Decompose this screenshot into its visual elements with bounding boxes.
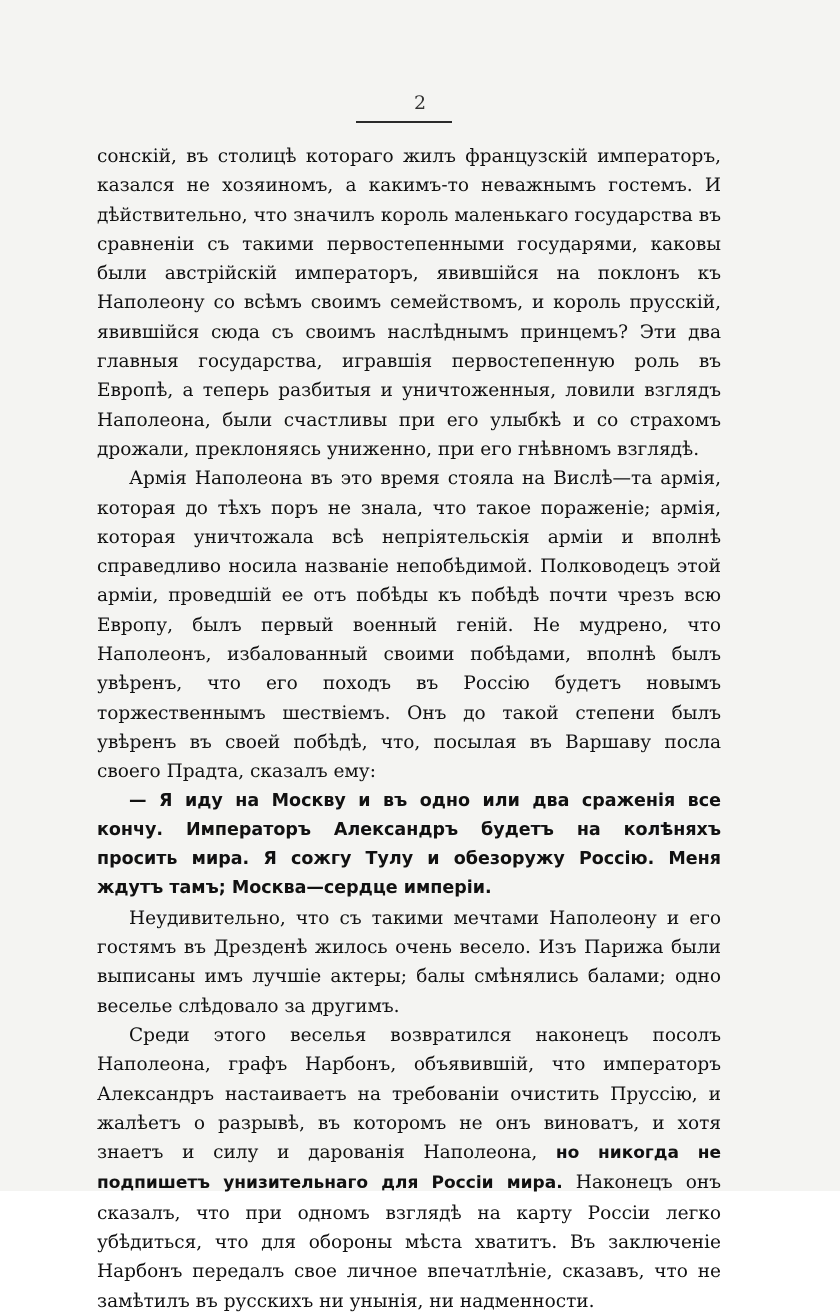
page-number: 2 <box>413 92 427 114</box>
paragraph-4: Неудивительно, что съ такими мечтами Наполеону и его гостямъ въ Дрезденѣ жилось очень весело. Изъ Парижа были выписаны имъ лучшіе актеры; балы смѣнялись балами; одно веселье слѣдовало за другимъ. <box>97 907 721 1017</box>
paragraph-2: Армія Наполеона въ это время стояла на Вислѣ—та армія, которая до тѣхъ поръ не знала, что такое пораженіе; армія, которая уничтожала всѣ непріятельскія арміи и вполнѣ справедливо носила названіе непобѣдимой. Полководецъ этой арміи, проведшій ее отъ побѣды къ побѣдѣ почти чрезъ всю Европу, былъ первый военный геній. Не мудрено, что Наполеонъ, избалованный своими побѣдами, вполнѣ былъ увѣренъ, что его походъ въ Россію будетъ новымъ торжественнымъ шествіемъ. Онъ до такой степени былъ увѣренъ въ своей побѣдѣ, что, посылая въ Варшаву посла своего Прадта, сказалъ ему: <box>97 468 721 783</box>
body-text <box>97 142 721 1316</box>
napoleon-quote: — Я иду на Москву и въ одно или два сраженія все кончу. Императоръ Александръ будетъ на колѣняхъ просить мира. Я сожгу Тулу и обезоружу Россію. Меня ждутъ тамъ; Москва—сердце имперіи. <box>97 790 721 899</box>
paragraph-5-start: Среди этого веселья возвратился наконецъ посолъ Наполеона, графъ Нарбонъ, объявившій, что императоръ Александръ настаиваетъ на требованіи очистить Пруссію, и жалѣетъ о разрывѣ, въ которомъ не онъ виноватъ, и хотя знаетъ и силу и дарованія Наполеона, <box>97 1024 721 1164</box>
header-rule <box>356 121 452 123</box>
paragraph-5 <box>97 1021 721 1316</box>
paragraph-5-emphasis: но никогда не подпишетъ унизительнаго для Россіи мира. <box>97 1143 721 1194</box>
paragraph-5-end: Наконецъ онъ сказалъ, что при одномъ взглядѣ на карту Россіи легко убѣдиться, что для обороны мѣста хватитъ. Въ заключеніе Нарбонъ передалъ свое личное впечатлѣніе, сказавъ, что не замѣтилъ въ русскихъ ни унынія, ни надменности. <box>97 1172 721 1312</box>
paragraph-1: сонскій, въ столицѣ котораго жилъ французскій императоръ, казался не хозяиномъ, а какимъ-то неважнымъ гостемъ. И дѣйствительно, что значилъ король маленькаго государства въ сравненіи съ такими первостепенными государями, каковы были австрійскій императоръ, явившійся на поклонъ къ Наполеону со всѣмъ своимъ семействомъ, и король прусскій, явившійся сюда съ своимъ наслѣднымъ принцемъ? Эти два главныя государства, игравшія первостепенную роль въ Европѣ, а теперь разбитыя и уничтоженныя, ловили взглядъ Наполеона, были счастливы при его улыбкѣ и со страхомъ дрожали, преклоняясь униженно, при его гнѣвномъ взглядѣ. <box>97 146 721 460</box>
